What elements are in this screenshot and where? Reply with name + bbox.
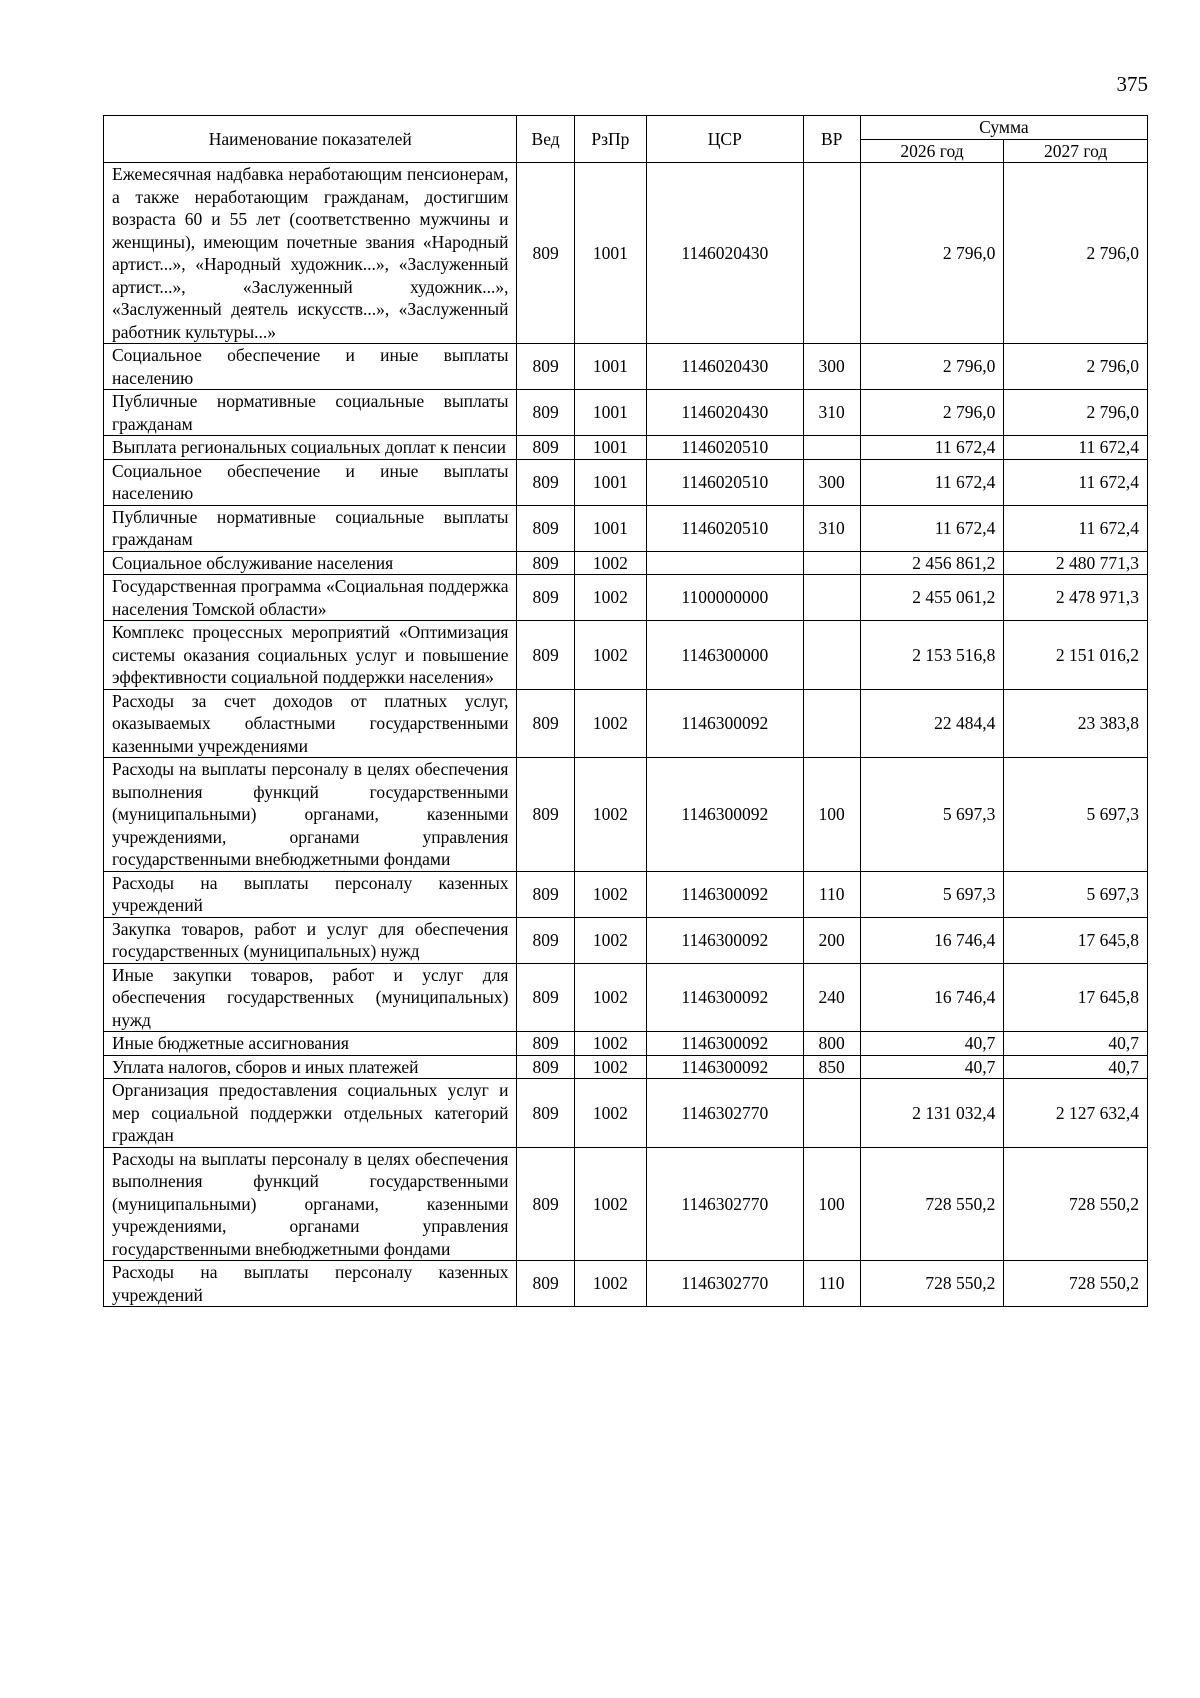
cell-sum-2026: 40,7: [860, 1055, 1004, 1079]
cell-name: Публичные нормативные социальные выплаты гражданам: [104, 505, 517, 551]
cell-ved: 809: [517, 551, 574, 575]
cell-ved: 809: [517, 163, 574, 344]
cell-csr: 1146300092: [647, 1055, 804, 1079]
cell-csr: 1146020510: [647, 436, 804, 460]
cell-csr: 1146020430: [647, 390, 804, 436]
cell-vr: 800: [803, 1032, 860, 1056]
cell-sum-2027: 2 478 971,3: [1004, 575, 1148, 621]
cell-sum-2027: 5 697,3: [1004, 871, 1148, 917]
cell-sum-2026: 16 746,4: [860, 963, 1004, 1032]
cell-sum-2027: 40,7: [1004, 1032, 1148, 1056]
table-row: [104, 575, 1148, 621]
cell-rzpr: 1002: [574, 1055, 646, 1079]
header-rzpr: РзПр: [574, 116, 646, 163]
cell-vr: 300: [803, 344, 860, 390]
cell-ved: 809: [517, 505, 574, 551]
cell-sum-2027: 11 672,4: [1004, 436, 1148, 460]
table-row: [104, 1032, 1148, 1056]
budget-table: [103, 115, 1148, 1307]
cell-csr: 1146020430: [647, 344, 804, 390]
cell-csr: 1146302770: [647, 1261, 804, 1307]
cell-name: Публичные нормативные социальные выплаты гражданам: [104, 390, 517, 436]
cell-rzpr: 1002: [574, 917, 646, 963]
cell-vr: 100: [803, 758, 860, 872]
cell-rzpr: 1002: [574, 1079, 646, 1148]
cell-rzpr: 1001: [574, 163, 646, 344]
cell-ved: 809: [517, 459, 574, 505]
cell-vr: [803, 551, 860, 575]
cell-ved: 809: [517, 758, 574, 872]
cell-sum-2026: 2 455 061,2: [860, 575, 1004, 621]
cell-sum-2026: 11 672,4: [860, 436, 1004, 460]
cell-ved: 809: [517, 1147, 574, 1261]
cell-rzpr: 1002: [574, 689, 646, 758]
cell-name: Организация предоставления социальных услуг и мер социальной поддержки отдельных категорий граждан: [104, 1079, 517, 1148]
cell-name: Расходы за счет доходов от платных услуг, оказываемых областными государственными казенными учреждениями: [104, 689, 517, 758]
table-body: [104, 163, 1148, 1307]
cell-name: Иные закупки товаров, работ и услуг для обеспечения государственных (муниципальных) нужд: [104, 963, 517, 1032]
cell-sum-2026: 2 796,0: [860, 344, 1004, 390]
cell-sum-2026: 40,7: [860, 1032, 1004, 1056]
cell-sum-2027: 728 550,2: [1004, 1147, 1148, 1261]
cell-csr: 1100000000: [647, 575, 804, 621]
table-row: [104, 917, 1148, 963]
cell-ved: 809: [517, 963, 574, 1032]
cell-name: Ежемесячная надбавка неработающим пенсионерам, а также неработающим гражданам, достигшим возраста 60 и 55 лет (соответственно мужчины и женщины), имеющим почетные звания «Народный артист...», «Народный художник...», «Заслуженный артист...», «Заслуженный художник...», «Заслуженный деятель искусств...», «Заслуженный работник культуры...»: [104, 163, 517, 344]
cell-ved: 809: [517, 689, 574, 758]
cell-csr: 1146300092: [647, 871, 804, 917]
cell-name: Социальное обеспечение и иные выплаты населению: [104, 459, 517, 505]
cell-sum-2026: 5 697,3: [860, 871, 1004, 917]
cell-name: Социальное обслуживание населения: [104, 551, 517, 575]
cell-vr: 240: [803, 963, 860, 1032]
cell-csr: [647, 551, 804, 575]
cell-csr: 1146300000: [647, 621, 804, 690]
cell-rzpr: 1002: [574, 551, 646, 575]
table-row: [104, 1055, 1148, 1079]
cell-vr: [803, 689, 860, 758]
cell-sum-2027: 2 151 016,2: [1004, 621, 1148, 690]
cell-sum-2027: 17 645,8: [1004, 963, 1148, 1032]
cell-rzpr: 1001: [574, 459, 646, 505]
table-row: [104, 459, 1148, 505]
cell-ved: 809: [517, 436, 574, 460]
cell-rzpr: 1001: [574, 436, 646, 460]
table-row: [104, 758, 1148, 872]
cell-ved: 809: [517, 1055, 574, 1079]
cell-rzpr: 1002: [574, 871, 646, 917]
cell-rzpr: 1001: [574, 344, 646, 390]
cell-ved: 809: [517, 1261, 574, 1307]
header-sum: Сумма: [860, 116, 1147, 140]
table-header: [104, 116, 1148, 163]
cell-sum-2027: 2 480 771,3: [1004, 551, 1148, 575]
cell-csr: 1146020510: [647, 505, 804, 551]
table-row: [104, 505, 1148, 551]
page-number: 375: [1116, 72, 1148, 96]
cell-csr: 1146020430: [647, 163, 804, 344]
cell-name: Выплата региональных социальных доплат к пенсии: [104, 436, 517, 460]
header-year-2027: 2027 год: [1004, 139, 1148, 163]
cell-sum-2027: 2 127 632,4: [1004, 1079, 1148, 1148]
cell-vr: 310: [803, 390, 860, 436]
cell-csr: 1146300092: [647, 963, 804, 1032]
cell-vr: 310: [803, 505, 860, 551]
table-row: [104, 963, 1148, 1032]
cell-rzpr: 1001: [574, 505, 646, 551]
cell-csr: 1146300092: [647, 1032, 804, 1056]
table-row: [104, 871, 1148, 917]
cell-vr: [803, 575, 860, 621]
table-row: [104, 344, 1148, 390]
cell-sum-2026: 11 672,4: [860, 505, 1004, 551]
cell-sum-2026: 728 550,2: [860, 1261, 1004, 1307]
cell-vr: 110: [803, 1261, 860, 1307]
cell-rzpr: 1002: [574, 575, 646, 621]
cell-ved: 809: [517, 917, 574, 963]
cell-sum-2027: 11 672,4: [1004, 459, 1148, 505]
cell-vr: [803, 1079, 860, 1148]
cell-ved: 809: [517, 621, 574, 690]
table-row: [104, 1147, 1148, 1261]
cell-name: Уплата налогов, сборов и иных платежей: [104, 1055, 517, 1079]
cell-vr: 200: [803, 917, 860, 963]
table-row: [104, 689, 1148, 758]
cell-rzpr: 1002: [574, 758, 646, 872]
cell-sum-2026: 728 550,2: [860, 1147, 1004, 1261]
cell-sum-2026: 2 456 861,2: [860, 551, 1004, 575]
cell-ved: 809: [517, 871, 574, 917]
table-row: [104, 1261, 1148, 1307]
cell-sum-2027: 40,7: [1004, 1055, 1148, 1079]
cell-ved: 809: [517, 344, 574, 390]
cell-sum-2026: 22 484,4: [860, 689, 1004, 758]
cell-sum-2026: 2 131 032,4: [860, 1079, 1004, 1148]
cell-sum-2027: 17 645,8: [1004, 917, 1148, 963]
cell-sum-2027: 2 796,0: [1004, 390, 1148, 436]
header-name: Наименование показателей: [104, 116, 517, 163]
cell-vr: 110: [803, 871, 860, 917]
cell-vr: 100: [803, 1147, 860, 1261]
cell-sum-2026: 2 796,0: [860, 163, 1004, 344]
cell-ved: 809: [517, 390, 574, 436]
cell-sum-2027: 5 697,3: [1004, 758, 1148, 872]
header-vr: ВР: [803, 116, 860, 163]
cell-name: Государственная программа «Социальная поддержка населения Томской области»: [104, 575, 517, 621]
cell-csr: 1146302770: [647, 1147, 804, 1261]
cell-rzpr: 1002: [574, 963, 646, 1032]
cell-csr: 1146302770: [647, 1079, 804, 1148]
header-csr: ЦСР: [647, 116, 804, 163]
cell-name: Иные бюджетные ассигнования: [104, 1032, 517, 1056]
table-row: [104, 551, 1148, 575]
cell-sum-2026: 11 672,4: [860, 459, 1004, 505]
cell-vr: [803, 163, 860, 344]
cell-name: Расходы на выплаты персоналу в целях обеспечения выполнения функций государственными (муниципальными) органами, казенными учреждениями, органами управления государственными внебюджетными фондами: [104, 1147, 517, 1261]
cell-csr: 1146300092: [647, 758, 804, 872]
cell-sum-2027: 728 550,2: [1004, 1261, 1148, 1307]
cell-sum-2027: 2 796,0: [1004, 344, 1148, 390]
cell-name: Расходы на выплаты персоналу казенных учреждений: [104, 1261, 517, 1307]
cell-rzpr: 1002: [574, 1032, 646, 1056]
cell-sum-2026: 16 746,4: [860, 917, 1004, 963]
table-row: [104, 436, 1148, 460]
table-row: [104, 163, 1148, 344]
cell-rzpr: 1002: [574, 1147, 646, 1261]
table-row: [104, 1079, 1148, 1148]
cell-ved: 809: [517, 1079, 574, 1148]
cell-csr: 1146300092: [647, 689, 804, 758]
cell-sum-2026: 2 153 516,8: [860, 621, 1004, 690]
cell-sum-2026: 5 697,3: [860, 758, 1004, 872]
cell-sum-2026: 2 796,0: [860, 390, 1004, 436]
cell-rzpr: 1001: [574, 390, 646, 436]
cell-vr: 300: [803, 459, 860, 505]
cell-name: Расходы на выплаты персоналу казенных учреждений: [104, 871, 517, 917]
table-row: [104, 390, 1148, 436]
cell-name: Комплекс процессных мероприятий «Оптимизация системы оказания социальных услуг и повышение эффективности социальной поддержки населения»: [104, 621, 517, 690]
cell-rzpr: 1002: [574, 1261, 646, 1307]
header-year-2026: 2026 год: [860, 139, 1004, 163]
cell-name: Социальное обеспечение и иные выплаты населению: [104, 344, 517, 390]
cell-csr: 1146020510: [647, 459, 804, 505]
cell-rzpr: 1002: [574, 621, 646, 690]
cell-sum-2027: 2 796,0: [1004, 163, 1148, 344]
cell-name: Закупка товаров, работ и услуг для обеспечения государственных (муниципальных) нужд: [104, 917, 517, 963]
cell-vr: [803, 436, 860, 460]
cell-csr: 1146300092: [647, 917, 804, 963]
cell-sum-2027: 11 672,4: [1004, 505, 1148, 551]
cell-ved: 809: [517, 575, 574, 621]
cell-name: Расходы на выплаты персоналу в целях обеспечения выполнения функций государственными (муниципальными) органами, казенными учреждениями, органами управления государственными внебюджетными фондами: [104, 758, 517, 872]
cell-vr: [803, 621, 860, 690]
cell-vr: 850: [803, 1055, 860, 1079]
table-row: [104, 621, 1148, 690]
cell-ved: 809: [517, 1032, 574, 1056]
cell-sum-2027: 23 383,8: [1004, 689, 1148, 758]
header-ved: Вед: [517, 116, 574, 163]
